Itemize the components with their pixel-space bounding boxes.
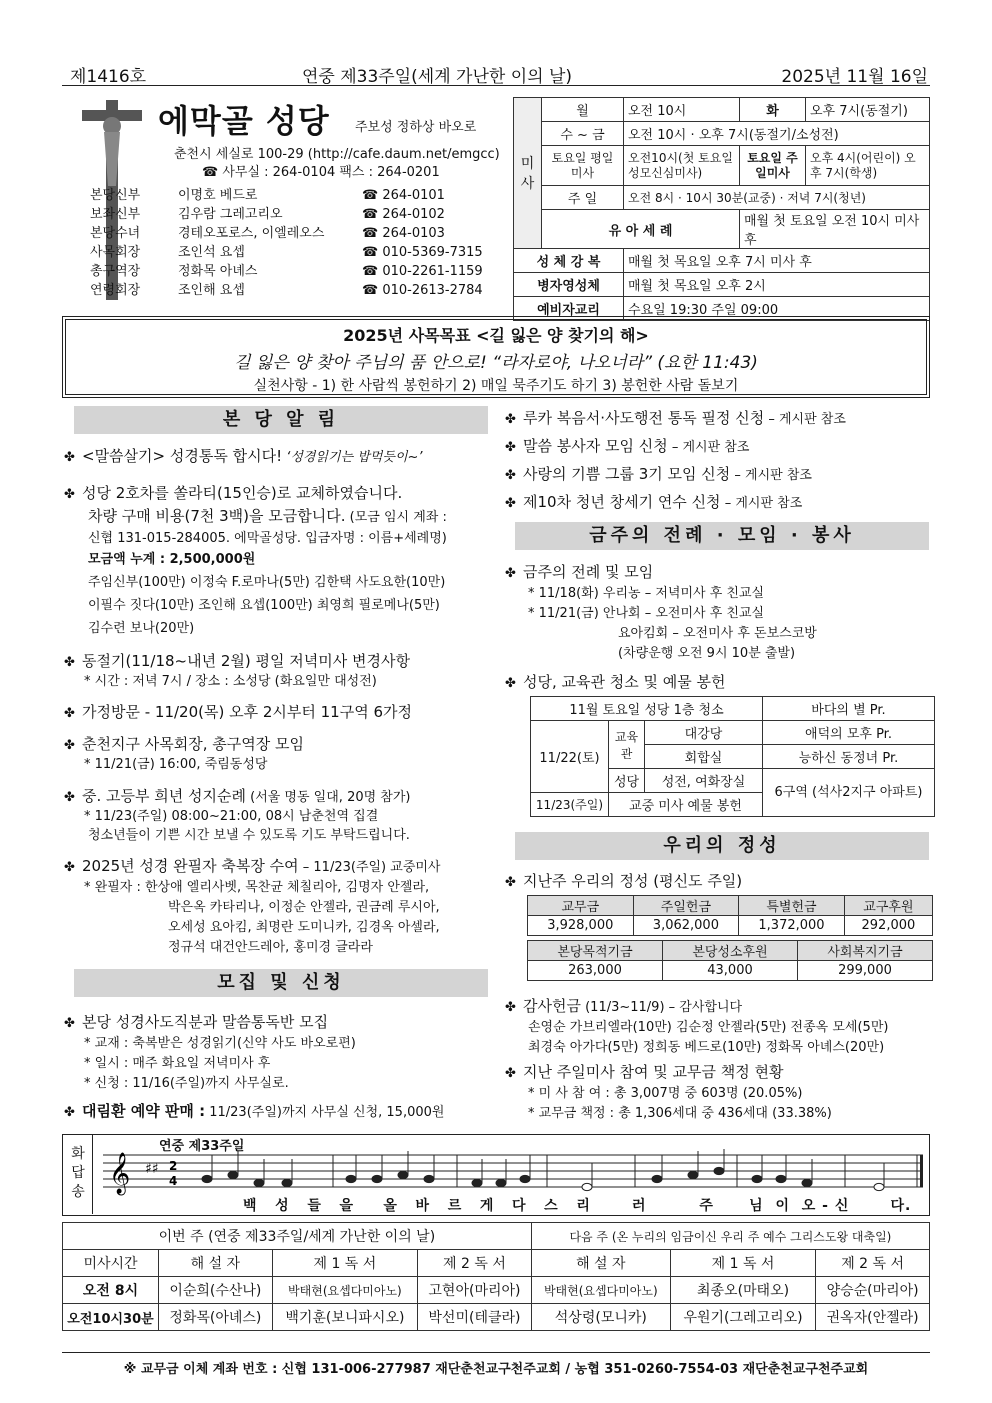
psalm-lyrics: 백 성 들 을 올 바 르 게 다 스 리 러 주 님 이 오 - 신 다.	[243, 1198, 912, 1214]
week-title: 연중 제33주일(세계 가난한 이의 날)	[302, 67, 572, 87]
news-item: ✤ <말씀살기> 성경통독 합시다! ‘성경읽기는 밥먹듯이~’	[64, 446, 423, 468]
news-text: 이필수 짓다(10만) 조인해 요셉(100만) 최영희 필로메나(5만)	[88, 598, 440, 613]
section-liturgy: 금주의 전례 · 모임 · 봉사	[515, 522, 929, 550]
clover-bullet-icon: ✤	[64, 655, 75, 670]
pastoral-goal-box	[62, 316, 930, 398]
news-text: * 교재 : 축복받은 성경읽기(신약 사도 바오로편)	[84, 1036, 356, 1051]
clover-bullet-icon: ✤	[505, 440, 516, 455]
news-text: * 미 사 참 여 : 총 3,007명 중 603명 (20.05%)	[528, 1086, 803, 1101]
section-recruitment: 모집 및 신청	[74, 969, 488, 997]
news-text: 차량 구매 비용(7천 3백)을 모금합니다. (모금 임시 계좌 :	[88, 507, 447, 525]
news-item: ✤ 성당, 교육관 청소 및 예물 봉헌	[505, 672, 726, 694]
svg-text:2: 2	[169, 1159, 178, 1173]
section-parish-news: 본 당 알 림	[74, 406, 488, 434]
clover-bullet-icon: ✤	[64, 790, 75, 805]
parish-phone: ☎ 사무실 : 264-0104 팩스 : 264-0201	[202, 165, 440, 180]
news-item: ✤ 본당 성경사도직분과 말씀통독반 모집	[64, 1012, 328, 1034]
psalm-label: 화답송	[71, 1146, 85, 1200]
news-item: ✤ 성당 2호차를 쏠라티(15인승)로 교체하였습니다.	[64, 483, 402, 505]
clover-bullet-icon: ✤	[64, 487, 75, 502]
issue-date: 2025년 11월 16일	[781, 67, 928, 87]
news-text: 김수련 보나(20만)	[88, 621, 195, 636]
news-text: * 11/21(금) 16:00, 죽림동성당	[84, 757, 268, 772]
news-text: * 11/23(주일) 08:00~21:00, 08시 남춘천역 집결	[84, 809, 379, 824]
news-item: ✤ 사랑의 기쁨 그룹 3기 모임 신청 – 게시판 참조	[505, 464, 812, 486]
news-text: 청소년들이 기쁜 시간 보낼 수 있도록 기도 부탁드립니다.	[88, 828, 410, 843]
music-staff	[97, 1149, 927, 1197]
news-text: 오세성 요아킴, 최명란 도미니카, 김경옥 아셀라,	[168, 920, 440, 935]
clover-bullet-icon: ✤	[64, 738, 75, 753]
clover-bullet-icon: ✤	[505, 566, 516, 581]
staff-row: 연령회장 조인해 요셉 ☎ 010-2613-2784	[90, 283, 483, 298]
staff-row: 사목회장 조인석 요셉 ☎ 010-5369-7315	[90, 245, 483, 260]
goal-title: 2025년 사목목표 <길 잃은 양 찾기의 해>	[343, 326, 649, 345]
news-text: 정규석 대건안드레아, 홍미경 글라라	[168, 940, 373, 955]
news-item: ✤ 2025년 성경 완필자 축복장 수여 – 11/23(주일) 교중미사	[64, 856, 441, 878]
news-item: ✤ 금주의 전례 및 모임	[505, 562, 653, 584]
clover-bullet-icon: ✤	[505, 1000, 516, 1015]
offering-table-2: 본당목적기금 본당성소후원 사회복지기금 263,000 43,000 299,000	[527, 940, 933, 981]
offering-table-1: 교무금 주일헌금 특별헌금 교구후원 3,928,000 3,062,000 1,372,000 292,000	[527, 895, 933, 936]
news-text: * 신청 : 11/16(주일)까지 사무실로.	[84, 1076, 289, 1091]
news-text: 손영순 가브리엘라(10만) 김순정 안젤라(5만) 전종옥 모세(5만)	[528, 1020, 889, 1035]
account-footer: ※ 교무금 이체 계좌 번호 : 신협 131-006-277987 재단춘천교구천주교회 / 농협 351-0260-7554-03 재단춘천교구천주교회	[62, 1352, 930, 1377]
clover-bullet-icon: ✤	[505, 468, 516, 483]
clover-bullet-icon: ✤	[505, 412, 516, 427]
clover-bullet-icon: ✤	[505, 496, 516, 511]
svg-text:4: 4	[169, 1174, 178, 1188]
news-item: ✤ 말씀 봉사자 모임 신청 – 게시판 참조	[505, 436, 749, 458]
news-item: ✤ 제10차 청년 창세기 연수 신청 – 게시판 참조	[505, 492, 802, 514]
news-text: * 11/18(화) 우리농 – 저녁미사 후 친교실	[528, 586, 765, 601]
news-text: (차량운행 오전 9시 10분 출발)	[618, 646, 796, 661]
psalm-response-box	[62, 1134, 930, 1216]
news-item: ✤ 감사헌금 (11/3~11/9) – 감사합니다	[505, 996, 742, 1018]
news-text: 신협 131-015-284005. 에막골성당. 입금자명 : 이름+세례명)	[88, 531, 447, 546]
svg-text:♯♯: ♯♯	[145, 1161, 159, 1177]
news-item: ✤ 동절기(11/18~내년 2월) 평일 저녁미사 변경사항	[64, 651, 410, 673]
clover-bullet-icon: ✤	[505, 676, 516, 691]
news-text: 박은옥 카타리나, 이정순 안젤라, 권금례 루시아,	[168, 900, 440, 915]
news-text: 최경숙 아가다(5만) 정희동 베드로(10만) 정화목 아녜스(20만)	[528, 1040, 885, 1055]
clover-bullet-icon: ✤	[64, 450, 75, 465]
clover-bullet-icon: ✤	[64, 1105, 75, 1120]
parish-name: 에막골 성당	[158, 102, 330, 140]
psalm-title: 연중 제33주일	[159, 1139, 245, 1154]
staff-row: 본당수녀 경테오포로스, 이엘레오스 ☎ 264-0103	[90, 226, 445, 241]
parish-address: 춘천시 세실로 100-29 (http://cafe.daum.net/emgcc)	[174, 147, 500, 162]
goal-practice: 실천사항 - 1) 한 사람씩 봉헌하기 2) 매일 묵주기도 하기 3) 봉헌한 사람 돌보기	[253, 378, 739, 394]
news-text: 모금액 누계 : 2,500,000원	[88, 552, 256, 567]
staff-row: 총구역장 정화목 아녜스 ☎ 010-2261-1159	[90, 264, 483, 279]
treble-clef-icon: 𝄞	[109, 1153, 131, 1194]
issue-header	[62, 62, 930, 86]
news-item: ✤ 루카 복음서·사도행전 통독 필정 신청 – 게시판 참조	[505, 408, 846, 430]
clover-bullet-icon: ✤	[64, 1016, 75, 1031]
news-item: ✤ 중. 고등부 희년 성지순례 (서울 명동 일대, 20명 참가)	[64, 786, 411, 808]
issue-number: 제1416호	[70, 67, 147, 87]
goal-motto: 길 잃은 양 찾아 주님의 품 안으로! “라자로야, 나오너라” (요한 11:43)	[234, 353, 758, 373]
cleaning-table: 11월 토요일 성당 1층 청소 바다의 별 Pr. 11/22(토) 교육관 대강당 애덕의 모후 Pr. 회합실 능하신 동정녀 Pr. 성당 성전, 여화장실 6구역 (석사2지구 아파트) 11/23(주일) 교중 미사 예물 봉헌	[530, 696, 935, 817]
news-text: 주임신부(100만) 이정숙 F.로마나(5만) 김한택 사도요한(10만)	[88, 575, 446, 590]
clover-bullet-icon: ✤	[64, 706, 75, 721]
parish-patron: 주보성 정하상 바오로	[355, 120, 477, 135]
staff-list	[90, 186, 510, 300]
news-item: ✤ 지난주 우리의 정성 (평신도 주일)	[505, 871, 742, 893]
news-text: * 완필자 : 한상애 엘리사벳, 목찬균 체칠리아, 김명자 안젤라,	[84, 880, 430, 895]
mass-schedule-table: 미사 월 오전 10시 화 오후 7시(동절기) 수 ~ 금 오전 10시 · 오후 7시(동절기/소성전) 토요일 평일미사 오전10시(첫 토요일 성모신심미사) 토요일 주일미사 오후 4시(어린이) 오후 7시(학생) 주 일 오전 8시 · 10시 30분(교중) · 저녁 7시(청년) 유 아 세 례 매월 첫 토요일 오전 10시 미사 후 성 체 강 복 매월 첫 목요일 오후 7시 미사 후 병자영성체 매월 첫 목요일 오후 2시 예비자교리 수요일 19:30 주일 09:00	[513, 97, 930, 321]
news-text: * 일시 : 매주 화요일 저녁미사 후	[84, 1056, 271, 1071]
lector-table: 이번 주 (연중 제33주일/세계 가난한 이의 날) 다음 주 (온 누리의 임금이신 우리 주 예수 그리스도왕 대축일) 미사시간 해 설 자 제 1 독 서 제 2 독 서 해 설 자 제 1 독 서 제 2 독 서 오전 8시 이순희(수산나) 박태현(요셉다미아노) 고현아(마리아) 박태현(요셉다미아노) 최종오(마태오) 양승순(마리아) 오전10시30분 정화목(아녜스) 백기훈(보니파시오) 박선미(테클라) 석상령(모니카) 우원기(그레고리오) 권옥자(안젤라)	[62, 1222, 930, 1331]
section-offerings: 우리의 정성	[515, 832, 929, 860]
news-text: * 교무금 책정 : 총 1,306세대 중 436세대 (33.38%)	[528, 1106, 832, 1121]
news-item: ✤ 지난 주일미사 참여 및 교무금 책정 현황	[505, 1062, 783, 1084]
clover-bullet-icon: ✤	[64, 860, 75, 875]
news-item: ✤ 가정방문 - 11/20(목) 오후 2시부터 11구역 6가정	[64, 702, 412, 724]
mass-label: 미사	[514, 98, 542, 249]
news-text: 요아킴회 – 오전미사 후 돈보스코방	[618, 626, 817, 641]
clover-bullet-icon: ✤	[505, 875, 516, 890]
news-item: ✤ 춘천지구 사목회장, 총구역장 모임	[64, 734, 304, 756]
news-item: ✤ 대림환 예약 판매 : 11/23(주일)까지 사무실 신청, 15,000원	[64, 1101, 444, 1123]
news-text: * 시간 : 저녁 7시 / 장소 : 소성당 (화요일만 대성전)	[84, 674, 377, 689]
staff-row: 본당신부 이명호 베드로 ☎ 264-0101	[90, 188, 445, 203]
clover-bullet-icon: ✤	[505, 1066, 516, 1081]
news-text: * 11/21(금) 안나회 – 오전미사 후 친교실	[528, 606, 765, 621]
staff-row: 보좌신부 김우람 그레고리오 ☎ 264-0102	[90, 207, 445, 222]
